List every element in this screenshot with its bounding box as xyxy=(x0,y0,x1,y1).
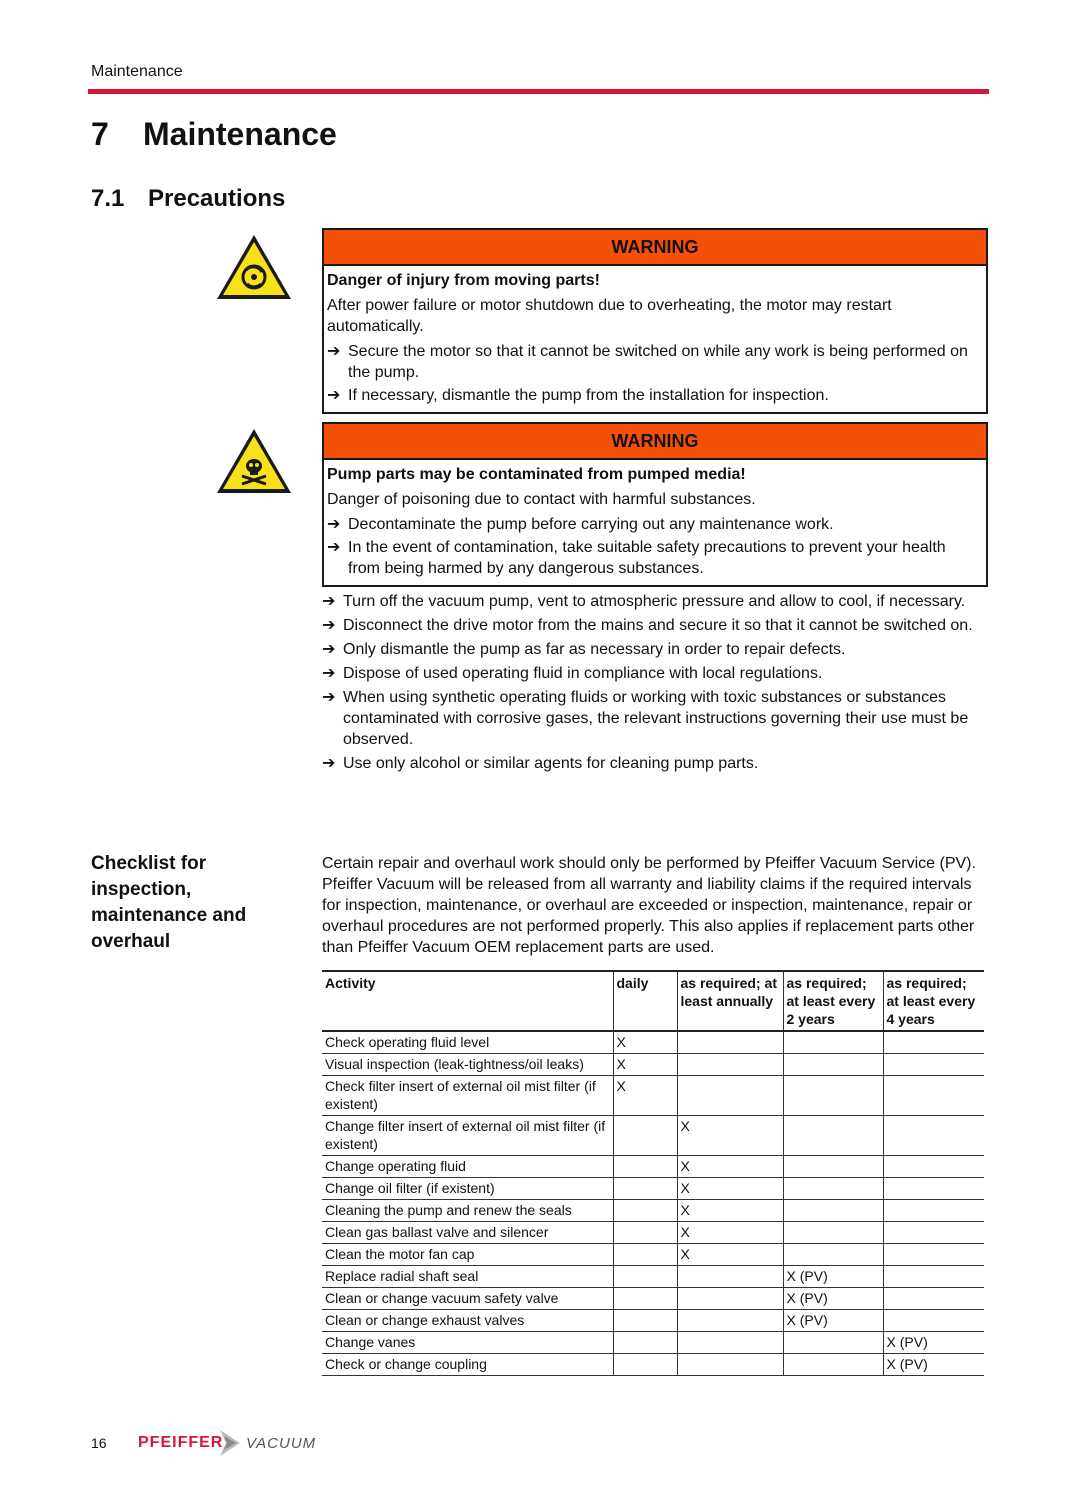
interval-cell xyxy=(783,1116,883,1156)
arrow-icon: ➔ xyxy=(322,617,336,634)
interval-cell xyxy=(613,1332,677,1354)
activity-cell: Change oil filter (if existent) xyxy=(322,1178,613,1200)
interval-cell xyxy=(677,1031,783,1054)
interval-cell: X xyxy=(677,1116,783,1156)
arrow-icon: ➔ xyxy=(322,665,336,682)
chapter-number: 7 xyxy=(91,116,109,152)
interval-cell xyxy=(783,1156,883,1178)
column-header: as required; at least annually xyxy=(677,971,783,1031)
interval-cell: X xyxy=(677,1200,783,1222)
logo-brand: PFEIFFER xyxy=(138,1434,224,1451)
interval-cell xyxy=(677,1266,783,1288)
activity-cell: Cleaning the pump and renew the seals xyxy=(322,1200,613,1222)
interval-cell xyxy=(783,1031,883,1054)
column-header: Activity xyxy=(322,971,613,1031)
interval-cell: X xyxy=(677,1178,783,1200)
interval-cell xyxy=(677,1076,783,1116)
interval-cell xyxy=(613,1354,677,1376)
interval-cell xyxy=(613,1244,677,1266)
activity-cell: Replace radial shaft seal xyxy=(322,1266,613,1288)
chapter-title: Maintenance xyxy=(143,116,337,152)
interval-cell xyxy=(883,1266,984,1288)
column-header: daily xyxy=(613,971,677,1031)
precaution-step: ➔ Turn off the vacuum pump, vent to atmospheric pressure and allow to cool, if necessary. xyxy=(322,593,966,610)
interval-cell: X (PV) xyxy=(883,1354,984,1376)
interval-cell xyxy=(783,1244,883,1266)
interval-cell xyxy=(883,1031,984,1054)
interval-cell xyxy=(613,1288,677,1310)
warning-box-contamination xyxy=(322,422,988,587)
interval-cell xyxy=(883,1310,984,1332)
arrow-icon: ➔ xyxy=(327,539,341,556)
precaution-step: ➔ Disconnect the drive motor from the mains and secure it so that it cannot be switched on. xyxy=(322,617,973,634)
activity-cell: Visual inspection (leak-tightness/oil leaks) xyxy=(322,1054,613,1076)
warning-text: Danger of poisoning due to contact with harmful substances. xyxy=(327,491,756,508)
interval-cell xyxy=(677,1310,783,1332)
checklist-side-heading: Checklist for inspection, maintenance and overhaul xyxy=(91,853,247,952)
activity-cell: Change filter insert of external oil mist filter (if existent) xyxy=(322,1116,613,1156)
interval-cell xyxy=(883,1054,984,1076)
interval-cell xyxy=(613,1200,677,1222)
interval-cell xyxy=(677,1054,783,1076)
logo-suffix: VACUUM xyxy=(246,1435,317,1452)
table-row xyxy=(322,1156,984,1178)
activity-cell: Check operating fluid level xyxy=(322,1031,613,1054)
activity-cell: Clean gas ballast valve and silencer xyxy=(322,1222,613,1244)
precaution-step: ➔ Dispose of used operating fluid in compliance with local regulations. xyxy=(322,665,823,682)
arrow-icon: ➔ xyxy=(322,593,336,610)
warning-step: ➔ If necessary, dismantle the pump from the installation for inspection. xyxy=(327,387,829,404)
interval-cell: X xyxy=(613,1054,677,1076)
interval-cell xyxy=(883,1178,984,1200)
warning-step: ➔ Decontaminate the pump before carrying out any maintenance work. xyxy=(327,516,834,533)
table-row xyxy=(322,1031,984,1054)
interval-cell xyxy=(613,1266,677,1288)
table-row xyxy=(322,1116,984,1156)
interval-cell: X (PV) xyxy=(883,1332,984,1354)
interval-cell xyxy=(613,1310,677,1332)
interval-cell xyxy=(883,1076,984,1116)
interval-cell xyxy=(613,1222,677,1244)
moving-parts-warning-icon xyxy=(214,232,294,302)
activity-cell: Clean or change vacuum safety valve xyxy=(322,1288,613,1310)
precaution-steps xyxy=(322,591,988,777)
table-row xyxy=(322,1200,984,1222)
warning-box-moving-parts xyxy=(322,228,988,414)
table-row xyxy=(322,1054,984,1076)
interval-cell xyxy=(883,1244,984,1266)
interval-cell xyxy=(883,1200,984,1222)
table-row xyxy=(322,1222,984,1244)
arrow-icon: ➔ xyxy=(322,689,336,706)
warning-step: ➔ Secure the motor so that it cannot be switched on while any work is being performed on the pump. xyxy=(327,343,968,381)
interval-cell xyxy=(783,1200,883,1222)
activity-cell: Check filter insert of external oil mist filter (if existent) xyxy=(322,1076,613,1116)
interval-cell xyxy=(783,1222,883,1244)
section-number: 7.1 xyxy=(91,185,125,212)
activity-cell: Clean or change exhaust valves xyxy=(322,1310,613,1332)
maintenance-checklist-table xyxy=(322,970,984,1376)
toxic-substances-warning-icon xyxy=(214,426,294,496)
warning-label: WARNING xyxy=(324,230,986,266)
activity-cell: Clean the motor fan cap xyxy=(322,1244,613,1266)
interval-cell: X (PV) xyxy=(783,1266,883,1288)
precaution-step: ➔ Only dismantle the pump as far as necessary in order to repair defects. xyxy=(322,641,846,658)
precaution-step: ➔ Use only alcohol or similar agents for cleaning pump parts. xyxy=(322,755,759,772)
running-header: Maintenance xyxy=(91,63,183,80)
warning-step: ➔ In the event of contamination, take suitable safety precautions to prevent your health from being harmed by any dangerous substances. xyxy=(327,539,946,577)
interval-cell xyxy=(883,1156,984,1178)
column-header: as required; at least every 4 years xyxy=(883,971,984,1031)
logo-swoosh-icon xyxy=(218,1428,244,1458)
interval-cell: X xyxy=(613,1031,677,1054)
arrow-icon: ➔ xyxy=(322,641,336,658)
activity-cell: Change vanes xyxy=(322,1332,613,1354)
interval-cell xyxy=(783,1054,883,1076)
section-title: Precautions xyxy=(148,185,286,212)
arrow-icon: ➔ xyxy=(327,516,341,533)
checklist-intro: Certain repair and overhaul work should only be performed by Pfeiffer Vacuum Service (PV). Pfeiffer Vacuum will be released from all warranty and liability claims if the required intervals for inspection, maintenance, or overhaul are exceeded or inspection, maintenance, repair or overhaul procedures are not performed properly. This also applies if replacement parts other than Pfeiffer Vacuum OEM replacement parts are used. xyxy=(322,855,976,956)
activity-cell: Change operating fluid xyxy=(322,1156,613,1178)
interval-cell xyxy=(883,1116,984,1156)
interval-cell xyxy=(883,1222,984,1244)
interval-cell xyxy=(883,1288,984,1310)
table-row xyxy=(322,1288,984,1310)
interval-cell: X xyxy=(677,1244,783,1266)
interval-cell xyxy=(677,1332,783,1354)
interval-cell xyxy=(783,1076,883,1116)
interval-cell: X xyxy=(677,1156,783,1178)
interval-cell xyxy=(783,1178,883,1200)
interval-cell: X xyxy=(613,1076,677,1116)
interval-cell xyxy=(783,1332,883,1354)
table-row xyxy=(322,1244,984,1266)
activity-cell: Check or change coupling xyxy=(322,1354,613,1376)
table-header-row xyxy=(322,971,984,1031)
table-row xyxy=(322,1266,984,1288)
chapter-heading xyxy=(91,116,337,153)
interval-cell xyxy=(677,1354,783,1376)
interval-cell: X (PV) xyxy=(783,1288,883,1310)
interval-cell xyxy=(613,1178,677,1200)
interval-cell xyxy=(783,1354,883,1376)
arrow-icon: ➔ xyxy=(327,387,341,404)
warning-text: After power failure or motor shutdown due to overheating, the motor may restart automatically. xyxy=(327,297,892,335)
interval-cell xyxy=(677,1288,783,1310)
column-header: as required; at least every 2 years xyxy=(783,971,883,1031)
table-row xyxy=(322,1332,984,1354)
arrow-icon: ➔ xyxy=(322,755,336,772)
table-row xyxy=(322,1076,984,1116)
warning-title: Pump parts may be contaminated from pumped media! xyxy=(327,466,746,483)
warning-title: Danger of injury from moving parts! xyxy=(327,272,600,289)
table-row xyxy=(322,1178,984,1200)
interval-cell xyxy=(613,1156,677,1178)
header-rule xyxy=(88,89,989,94)
interval-cell: X xyxy=(677,1222,783,1244)
interval-cell: X (PV) xyxy=(783,1310,883,1332)
page-number: 16 xyxy=(91,1435,107,1451)
table-row xyxy=(322,1310,984,1332)
warning-label: WARNING xyxy=(324,424,986,460)
interval-cell xyxy=(613,1116,677,1156)
arrow-icon: ➔ xyxy=(327,343,341,360)
table-row xyxy=(322,1354,984,1376)
section-heading xyxy=(91,185,285,213)
precaution-step: ➔ When using synthetic operating fluids or working with toxic substances or substances contaminated with corrosive gases, the relevant instructions governing their use must be observed. xyxy=(322,689,969,748)
